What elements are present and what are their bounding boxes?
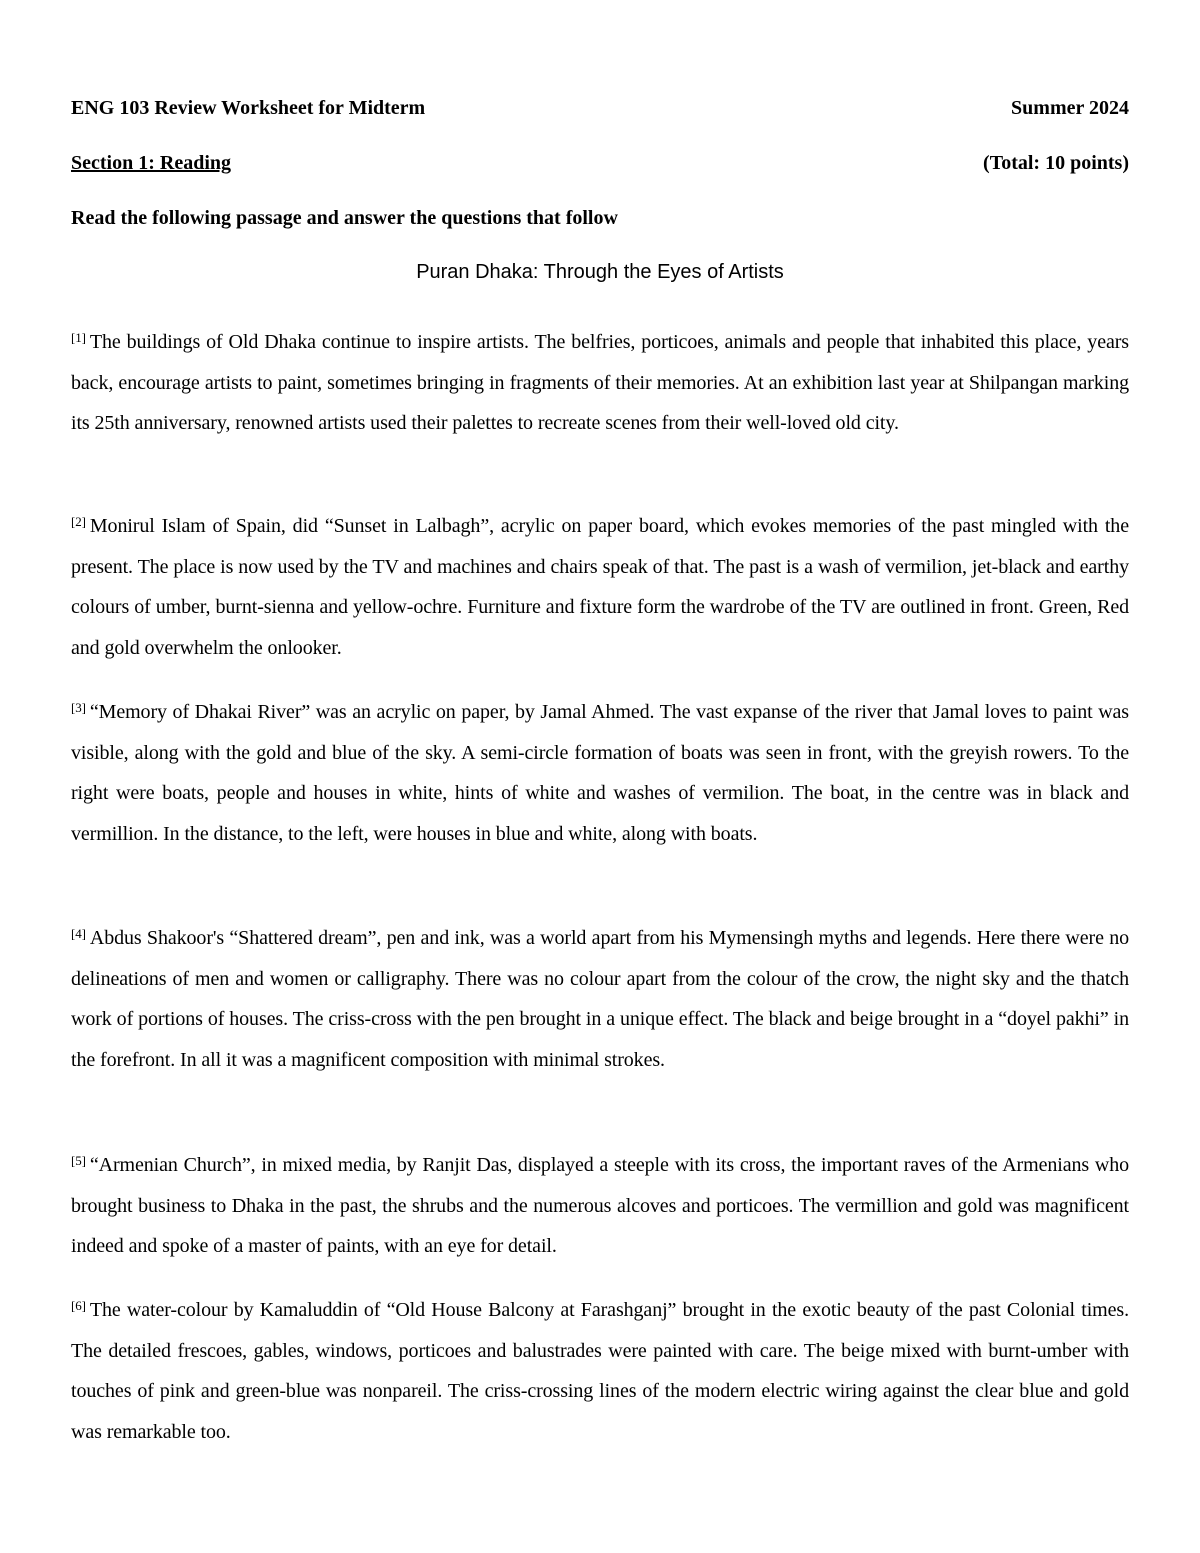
passage-paragraph-5 <box>71 1145 1129 1267</box>
paragraph-text: “Memory of Dhakai River” was an acrylic on paper, by Jamal Ahmed. The vast expanse of the river that Jamal loves to paint was visible, along with the gold and blue of the sky. A semi-circle formation of boats was seen in front, with the greyish rowers. To the right were boats, people and houses in white, hints of white and washes of vermilion. The boat, in the centre was in black and vermillion. In the distance, to the left, were houses in blue and white, along with boats. <box>71 701 1129 845</box>
passage-paragraph-6 <box>71 1290 1129 1452</box>
passage-paragraph-4 <box>71 918 1129 1080</box>
paragraph-number: [3] <box>71 700 86 715</box>
section-title: Section 1: Reading <box>71 152 231 174</box>
paragraph-text: The water-colour by Kamaluddin of “Old House Balcony at Farashganj” brought in the exotic beauty of the past Colonial times. The detailed frescoes, gables, windows, porticoes and balustrades were painted with care. The beige mixed with burnt-umber with touches of pink and green-blue was nonpareil. The criss-crossing lines of the modern electric wiring against the clear blue and gold was remarkable too. <box>71 1299 1129 1443</box>
section-header <box>71 151 1129 175</box>
paragraph-text: Monirul Islam of Spain, did “Sunset in Lalbagh”, acrylic on paper board, which evokes memories of the past mingled with the present. The place is now used by the TV and machines and chairs speak of that. The past is a wash of vermilion, jet-black and earthy colours of umber, burnt-sienna and yellow-ochre. Furniture and fixture form the wardrobe of the TV are outlined in front. Green, Red and gold overwhelm the onlooker. <box>71 515 1129 659</box>
reading-instruction: Read the following passage and answer the questions that follow <box>71 207 618 229</box>
passage-paragraph-2 <box>71 506 1129 668</box>
paragraph-text: “Armenian Church”, in mixed media, by Ranjit Das, displayed a steeple with its cross, the important raves of the Armenians who brought business to Dhaka in the past, the shrubs and the numerous alcoves and porticoes. The vermillion and gold was magnificent indeed and spoke of a master of paints, with an eye for detail. <box>71 1154 1129 1257</box>
paragraph-number: [2] <box>71 514 86 529</box>
passage-paragraph-1 <box>71 322 1129 444</box>
passage-paragraph-3 <box>71 692 1129 854</box>
paragraph-number: [5] <box>71 1153 86 1168</box>
paragraph-text: Abdus Shakoor's “Shattered dream”, pen and ink, was a world apart from his Mymensingh myths and legends. Here there were no delineations of men and women or calligraphy. There was no colour apart from the colour of the crow, the night sky and the thatch work of portions of houses. The criss-cross with the pen brought in a unique effect. The black and beige brought in a “doyel pakhi” in the forefront. In all it was a magnificent composition with minimal strokes. <box>71 927 1129 1071</box>
section-points: (Total: 10 points) <box>983 152 1129 174</box>
term-label: Summer 2024 <box>1011 97 1129 119</box>
passage-title: Puran Dhaka: Through the Eyes of Artists <box>416 261 784 283</box>
paragraph-number: [1] <box>71 330 86 345</box>
paragraph-text: The buildings of Old Dhaka continue to inspire artists. The belfries, porticoes, animals and people that inhabited this place, years back, encourage artists to paint, sometimes bringing in fragments of their memories. At an exhibition last year at Shilpangan marking its 25th anniversary, renowned artists used their palettes to recreate scenes from their well-loved old city. <box>71 331 1129 434</box>
course-title: ENG 103 Review Worksheet for Midterm <box>71 97 426 119</box>
paragraph-number: [6] <box>71 1298 86 1313</box>
document-header <box>71 96 1129 120</box>
paragraph-number: [4] <box>71 926 86 941</box>
